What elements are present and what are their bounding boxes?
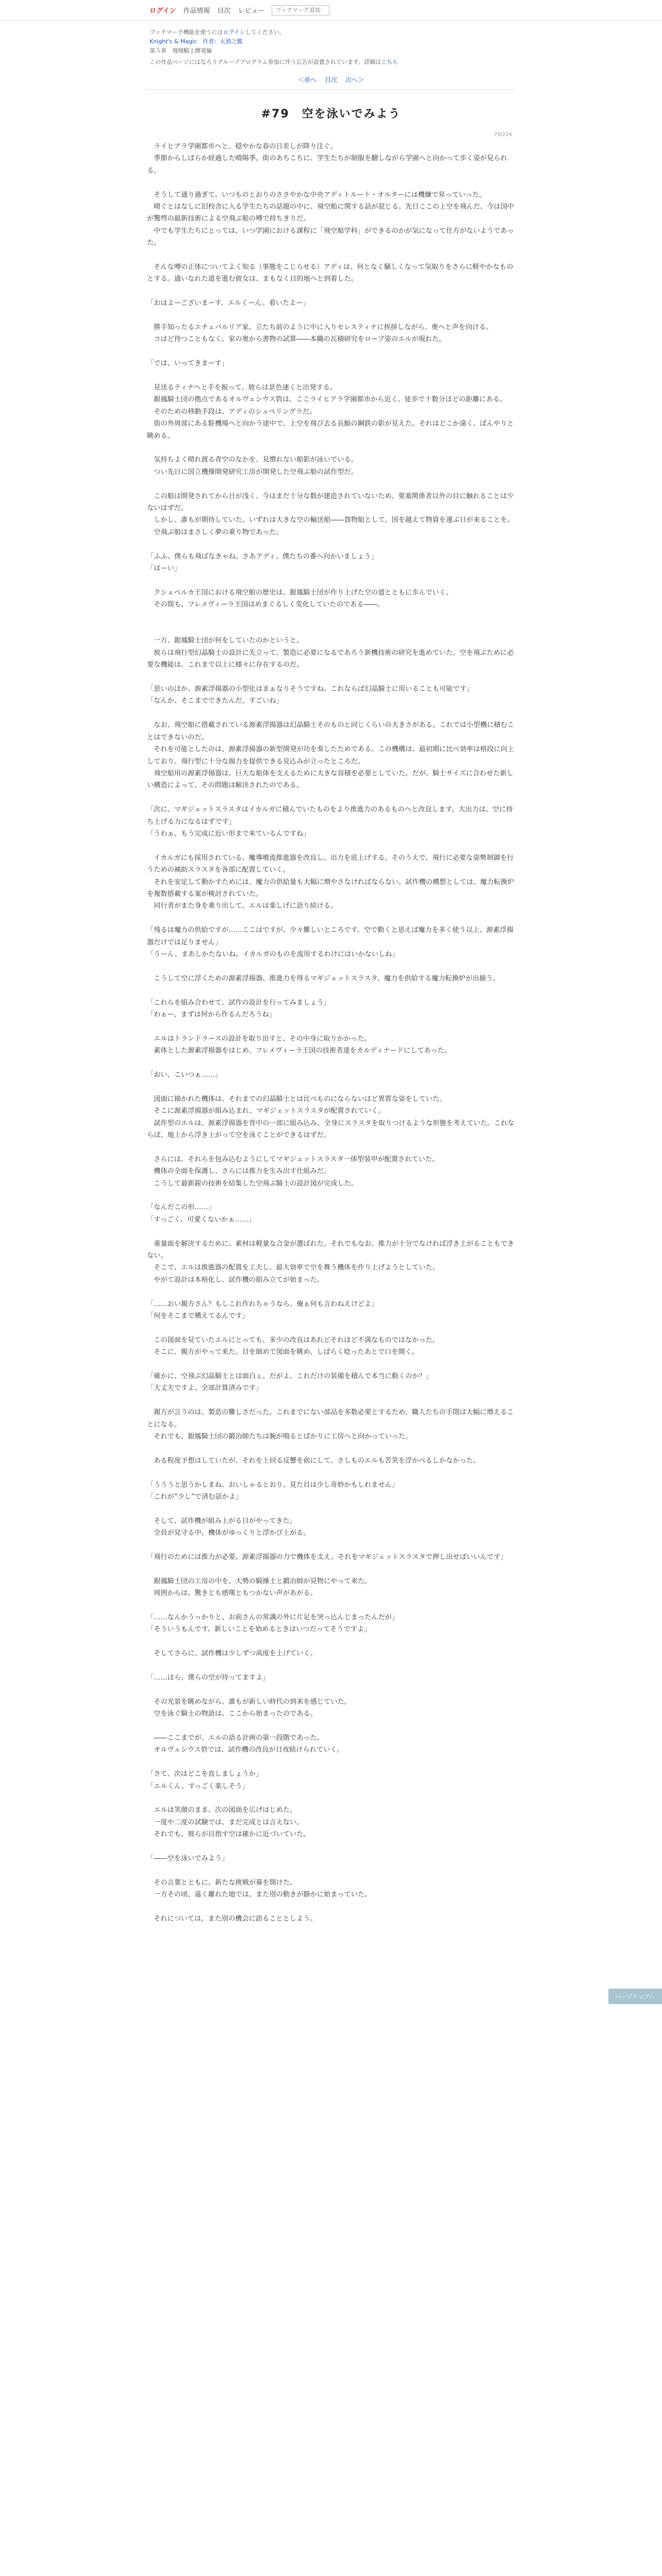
page-top-button[interactable]: ページトップへ: [608, 1989, 662, 2004]
body-paragraph: [147, 623, 515, 635]
toc-link[interactable]: 目次: [217, 7, 231, 15]
body-paragraph: [147, 1841, 515, 1853]
body-paragraph: 機体の全面を保護し、さらには推力を生み出す仕組みだ。: [147, 1167, 331, 1176]
body-paragraph: そしてさらに、試作機は少しずつ高度を上げていく。: [147, 1650, 317, 1658]
body-paragraph: 「エルくん、すっごく楽しそう」: [147, 1782, 249, 1790]
body-paragraph: [147, 1141, 515, 1153]
body-paragraph: 「……おい親方さん？もしこれ作れちゃうなら、俺ぁ何も言わねえけどよ」: [147, 1300, 378, 1308]
body-paragraph: 「飛行のためには推力が必要。源素浮揚器の力で機体を支え、それをマギジェットスラスタで押し出せばいいんです」: [147, 1553, 507, 1562]
chapter-title: #79 空を泳いでみよう: [261, 108, 401, 121]
ad-notice: [0, 56, 662, 66]
body-paragraph: 「残るは魔力の供給ですが……ここはですが、少々難しいところです。空で動くと思えば魔力を多く使う以上、源素浮揚器だけでは足りません」: [147, 926, 514, 946]
body-paragraph: その言葉とともに、新たな挑戦が幕を開けた。: [147, 1878, 297, 1887]
chapter-number: 79/224: [494, 132, 512, 138]
body-paragraph: 「さて、次はどこを直しましょうか」: [147, 1770, 262, 1778]
body-paragraph: [147, 840, 515, 852]
reviews-link[interactable]: レビュー: [238, 7, 265, 15]
chapter-nav: [0, 75, 662, 84]
body-paragraph: 晴ぐとはなしに旧校舎に入る学生たちの話題の中に、飛空船に関する話が混じる。先日ここの上空を飛んだ、今は国中が驚愕の最新技術による空飛ぶ船の噂で持ちきりだ。: [147, 203, 515, 223]
body-paragraph: 一方その頃、遠く離れた地では、また別の動きが静かに始まっていた。: [147, 1891, 372, 1899]
body-paragraph: [147, 671, 515, 683]
work-title[interactable]: Knight's & Magic 作者：天酒之瓢: [150, 38, 243, 45]
body-paragraph: [147, 538, 515, 550]
body-paragraph: こうして空に浮くための源素浮揚器、推進力を得るマギジェットスラスタ、魔力を供給する魔力転換炉が出揃う。: [147, 974, 500, 982]
body-paragraph: [147, 574, 515, 586]
body-paragraph: それでも、彼らが目指す空は確かに近づいていた。: [147, 1831, 310, 1839]
body-paragraph: この図面を見ていたエルにとっても、多少の改良はあれどそれほど不満なものではなかった。: [147, 1336, 439, 1344]
body-paragraph: 同行者がまた身を乗り出して、エルは楽しげに語り続ける。: [147, 902, 337, 910]
toc-nav-link[interactable]: 目次: [324, 76, 337, 83]
body-paragraph: 「次に、マギジェットスラスタはイカルガに積んでいたものをより推進力のあるものへと改良します。大出力は、空に持ち上げる力になるはずです」: [147, 806, 513, 826]
body-paragraph: 彼らは飛行型幻晶騎士の設計に先立って、製造に必要になるであろう新機技術の研究を進めていた。空を飛ぶために必要な機能は、これまで以上に様々に存在するのだ。: [147, 649, 514, 669]
body-paragraph: 中でも学生たちにとっては、いつ学園における課程に「飛空船学科」ができるのかが気になって仕方がないようであった。: [147, 227, 514, 247]
prev-link[interactable]: ＜前へ: [298, 76, 317, 83]
body-paragraph: それでも、銀鳳騎士団の鍛冶師たちは腕が鳴るとばかりに工房へと向かっていった。: [147, 1433, 412, 1441]
body-paragraph: [147, 1792, 515, 1804]
body-paragraph: 試作型のエルは、源素浮揚器を背中の一部に組み込み、全身にスラスタを取りつけるような形態を考えていた。これならば、地上から浮き上がって空を泳ぐことができるはずだ。: [147, 1119, 515, 1139]
body-paragraph: 「思いのほか、源素浮揚器の小型化はまぁなりそうですね。これならば幻晶騎士に用いることも可能です」: [147, 685, 473, 693]
body-paragraph: 「おはよーございまーす、エルくーん。着いたよー」: [147, 299, 310, 308]
body-paragraph: [147, 1636, 515, 1648]
body-paragraph: 「うわぁ、もう完成に近い形まで来ているんですね」: [147, 829, 310, 838]
body-paragraph: [147, 1539, 515, 1551]
body-paragraph: つい先日に国立機操開発研究工房が開発した空飛ぶ船の試作型だ。: [147, 468, 358, 476]
body-paragraph: その間も、フレメヴィーラ王国はめまぐるしく変化していたのである――。: [147, 601, 384, 609]
body-paragraph: 全員が見守る中、機体がゆっくりと浮かび上がる。: [147, 1529, 310, 1537]
next-link[interactable]: 次へ＞: [345, 76, 364, 83]
body-paragraph: 周囲からは、驚きとも感嘆ともつかない声があがる。: [147, 1589, 317, 1598]
body-paragraph: [147, 1756, 515, 1768]
body-paragraph: 「なんだこの形……」: [147, 1204, 215, 1212]
chapter-section: 第５章 飛翔騎士開発編: [150, 47, 212, 54]
body-paragraph: [147, 478, 515, 490]
body-paragraph: [147, 310, 515, 321]
ad-notice-link[interactable]: こちら: [380, 59, 398, 65]
body-paragraph: 気持ちよく晴れ渡る青空のなかを、見慣れない船影が泳いでいる。: [147, 456, 358, 464]
body-paragraph: しかし、誰もが期待していた。いずれは大きな空の輸送船――貨物船として、国を越えて物資を運ぶ日が来ることを。: [147, 516, 514, 524]
body-paragraph: それを可能としたのは、源素浮揚器の新型開発が功を奏したためである。この機構は、最初期に比べ効率は格段に向上しており、飛行型に十分な揚力を提供できる見込みが立ったところだ。: [147, 745, 515, 766]
login-prompt-text: ブックマーク機能を使うには: [150, 29, 223, 36]
body-paragraph: その光景を眺めながら、誰もが新しい時代の到来を感じていた。: [147, 1698, 351, 1706]
body-paragraph: [147, 346, 515, 358]
body-paragraph: [147, 960, 515, 972]
body-paragraph: [147, 1563, 515, 1575]
body-paragraph: [147, 985, 515, 996]
body-paragraph: 重量面を解決するために、素材は軽量な合金が選ばれた。それでもなお、推力が十分でなければ浮き上がることもできない。: [147, 1240, 515, 1260]
body-paragraph: そして、試作機が組み上がる日がやってきた。: [147, 1517, 296, 1525]
body-paragraph: そこに、親方がやって来た。目を細めて図面を眺め、しばらく唸ったあとで口を開く。: [147, 1348, 419, 1357]
body-paragraph: [147, 1720, 515, 1732]
chapter-body: [147, 141, 515, 1925]
body-paragraph: コはど待つこともなく、家の奥から書物の試算――本職の瓦積研究をローブ姿のエルが現れた。: [147, 335, 446, 344]
divider: [147, 89, 515, 90]
body-paragraph: 図面に描かれた機体は、それまでの幻晶騎士とは比べものにならないほど異質な姿をしていた。: [147, 1095, 446, 1103]
body-paragraph: イカルガにも採用されている、魔導噴流推進器を改良し、出力を底上げする。そのうえで、飛行に必要な姿勢制御を行うための補助スラスタを各部に配置していく。: [147, 854, 514, 874]
body-paragraph: ――ここまでが、エルの語る計画の第一段階であった。: [147, 1734, 324, 1742]
body-paragraph: [147, 1600, 515, 1612]
body-paragraph: オルヴェシウス砦では、試作機の改良が日夜続けられていく。: [147, 1746, 344, 1754]
body-paragraph: [147, 177, 515, 189]
body-paragraph: 見送るティナへと手を振って、彼らは景色速くと出発する。: [147, 384, 337, 392]
body-paragraph: そのための移動手段は、アディのシュペリングラだ。: [147, 408, 317, 416]
bookmark-input[interactable]: [272, 5, 329, 15]
body-paragraph: [147, 285, 515, 297]
work-meta: [0, 21, 662, 56]
login-prompt: [150, 28, 662, 37]
body-paragraph: エルはトランドラースの設計を取り出すと、その中身に取りかかった。: [147, 1035, 371, 1043]
body-paragraph: [147, 1226, 515, 1238]
body-paragraph: 「これが“少し”で済む話かよ」: [147, 1493, 243, 1501]
body-paragraph: [147, 1322, 515, 1334]
body-paragraph: さらには、それらを包み込むようにしてマギジェットスラスタ一体型装甲が配置されていた。: [147, 1155, 439, 1163]
body-paragraph: 「ふふ、僕らも飛ばなきゃね。さあアディ、僕たちの番へ向かいましょう」: [147, 552, 378, 561]
ad-notice-text: この作品ページにはなろうグループプログラム参加に伴う広告が設置されています。詳細は: [150, 59, 381, 65]
body-paragraph: 銀鳳騎士団の工房の中を、大勢の騎操士と鍛冶師が見物にやって来た。: [147, 1577, 372, 1585]
body-paragraph: 「――空を泳いでみよう」: [147, 1855, 229, 1863]
body-paragraph: エルは笑顔のまま、次の図面を広げはじめた。: [147, 1806, 297, 1815]
body-paragraph: [147, 792, 515, 804]
body-paragraph: 一度や二度の試験では、まだ完成とは言えない。: [147, 1818, 304, 1826]
body-paragraph: 「わぁー、まずは何から作るんだろうね」: [147, 1010, 276, 1019]
body-paragraph: 「何をそこまで構えてるんです」: [147, 1312, 249, 1320]
body-paragraph: 「……なんかうっかりと、お前さんの常識の外に片足を突っ込んじまったんだが」: [147, 1614, 399, 1622]
body-paragraph: 「はーい」: [147, 565, 181, 573]
body-paragraph: なお、飛空船に搭載されている源素浮揚器は幻晶騎士そのものと同じくらいの大きさがある。これでは小型機に積むことはできないのだ。: [147, 721, 515, 741]
body-paragraph: 親方が言うのは、製造の難しさだった。これまでにない部品を多数必要とするため、職人たちの手間は大幅に増えることになる。: [147, 1409, 514, 1429]
body-paragraph: [147, 370, 515, 382]
body-paragraph: [147, 1684, 515, 1696]
body-paragraph: 「確かに、空飛ぶ幻晶騎士とは面白ぇ。だがよ、これだけの装備を積んで本当に動くのか？」: [147, 1372, 433, 1380]
top-nav-bar: [0, 0, 662, 21]
body-paragraph: やがて設計は本格化し、試作機の組み立てが始まった。: [147, 1276, 324, 1284]
body-paragraph: [147, 1467, 515, 1479]
body-paragraph: 「では、いってきまーす」: [147, 360, 228, 368]
body-paragraph: 「……ほら、僕らの空が待ってますよ」: [147, 1674, 270, 1682]
body-paragraph: 街の外周部にある駐機場へと向かう途中で、上空を飛び去る長鯨の鋼鉄の影が見えた。それはどこか遠く、ぼんやりと眺める。: [147, 420, 514, 440]
body-paragraph: [147, 442, 515, 454]
works-info-link[interactable]: 作品情報: [183, 7, 210, 15]
login-prompt-link[interactable]: ログイン: [223, 29, 245, 36]
body-paragraph: [147, 1865, 515, 1876]
body-paragraph: クシェペルカ王国における飛空船の歴史は、銀鳳騎士団が作り上げた空の道とともに歩んでいく。: [147, 588, 453, 597]
body-paragraph: 「うううと思うかしまね、おいしゃるとおり、見た目は少し奇妙かもしれません」: [147, 1481, 399, 1489]
body-paragraph: [147, 1443, 515, 1454]
body-paragraph: そうして通り過ぎて、いつものとおりのささやかな中央アディトルート・オルターには機嫌で昇っていった。: [147, 191, 486, 199]
body-paragraph: [147, 1081, 515, 1093]
body-paragraph: そこで、エルは推進器の配置を工夫し、最大効率で空を舞う機体を作り上げようとしていた。: [147, 1264, 439, 1272]
body-paragraph: [147, 1359, 515, 1370]
body-paragraph: 「すっごく、可愛くないかぁ……」: [147, 1215, 255, 1224]
body-paragraph: 勝手知ったるエチェバルリア家。立たち前のように中に入りセレスティナに挨拶しながら、奥へと声を向ける。: [147, 324, 493, 332]
body-paragraph: 素体とした源素浮揚器をはじめ、フレメヴィーラ王国の技術者達をカルディナードにしてあった。: [147, 1047, 452, 1055]
body-paragraph: [147, 707, 515, 719]
login-link[interactable]: ログイン: [150, 7, 176, 15]
body-paragraph: [147, 912, 515, 924]
body-paragraph: [147, 1021, 515, 1032]
body-paragraph: 「なんか、そこまでできたんだ。すごいね」: [147, 697, 283, 705]
body-paragraph: [147, 1503, 515, 1515]
body-paragraph: [147, 249, 515, 261]
body-paragraph: [147, 1286, 515, 1298]
body-paragraph: 空を泳ぐ騎士の物語は、ここから始まったのである。: [147, 1710, 317, 1718]
body-paragraph: 空飛ぶ船はまさしく夢の乗り物であった。: [147, 528, 283, 536]
body-paragraph: 銀鳳騎士団の拠点であるオルヴェシウス砦は、ここライヒアラ学園都市から近く、徒歩で十数分ほどの距離にある。: [147, 396, 507, 404]
body-paragraph: [147, 1190, 515, 1201]
body-paragraph: 「おい、こいつぁ……」: [147, 1071, 222, 1079]
body-paragraph: それを安定して動かすためには、魔力の供給量も大幅に増やさなければならない。試作機の構想としては、魔力転換炉を複数搭載する案が検討されていた。: [147, 878, 515, 898]
body-paragraph: それについては、また別の機会に語ることとしよう。: [147, 1915, 317, 1923]
body-paragraph: 一方、銀鳳騎士団が何をしていたのかというと。: [147, 637, 304, 645]
body-paragraph: [147, 1660, 515, 1672]
body-paragraph: [147, 1057, 515, 1069]
body-paragraph: そこに源素浮揚器が組み込まれ、マギジェットスラスタが配置されていく。: [147, 1107, 385, 1115]
body-paragraph: 「うーん、まあしかたないね。イカルガのものを流用するわけにはいかないしね」: [147, 950, 399, 958]
body-paragraph: こうして最新鋭の技術を結集した空飛ぶ騎士の設計図が完成した。: [147, 1179, 358, 1188]
body-paragraph: 「そういうもんです。新しいことを始めるときはいつだってそうですよ」: [147, 1625, 371, 1634]
body-paragraph: 「これらを組み合わせて、試作の設計を行ってみましょう」: [147, 998, 330, 1007]
body-paragraph: 飛空船用の源素浮揚器は、巨大な船体を支えるために大きな容積を必要としていた。だが、騎士サイズに合わせた新しい構造によって、その問題は解決されたのである。: [147, 769, 514, 790]
body-paragraph: そんな噂の正体についてよく知る（事態をこじらせる）アディは、何となく騒しくなって気取りをさらに軽やかなものとする。通いなれた道を進む彼女は、まもなく目的地へと到着した。: [147, 263, 514, 283]
body-paragraph: [147, 1901, 515, 1913]
body-paragraph: ある程度予想はしていたが、それを上回る反響を前にして、さしものエルも苦笑を浮かべるしかなかった。: [147, 1456, 480, 1465]
body-paragraph: [147, 1395, 515, 1406]
login-prompt-suffix: してください。: [245, 29, 285, 36]
body-paragraph: 季節からしばらか経過した晴陽季。街のあちこちに、学生たちが制服を翻しながら学園へと向かって歩く姿が見られる。: [147, 155, 507, 175]
body-paragraph: この船は開発されてから日が浅く、今はまだ十分な数が建造されていないため、要塞関係者以外の目に触れることは少ないはずだ。: [147, 492, 514, 513]
body-paragraph: [147, 611, 515, 623]
body-paragraph: ライヒアラ学園都市へと、穏やかな春の日差しが降り注ぐ。: [147, 143, 337, 150]
body-paragraph: 「大丈夫ですよ。全部計算済みです」: [147, 1384, 263, 1393]
